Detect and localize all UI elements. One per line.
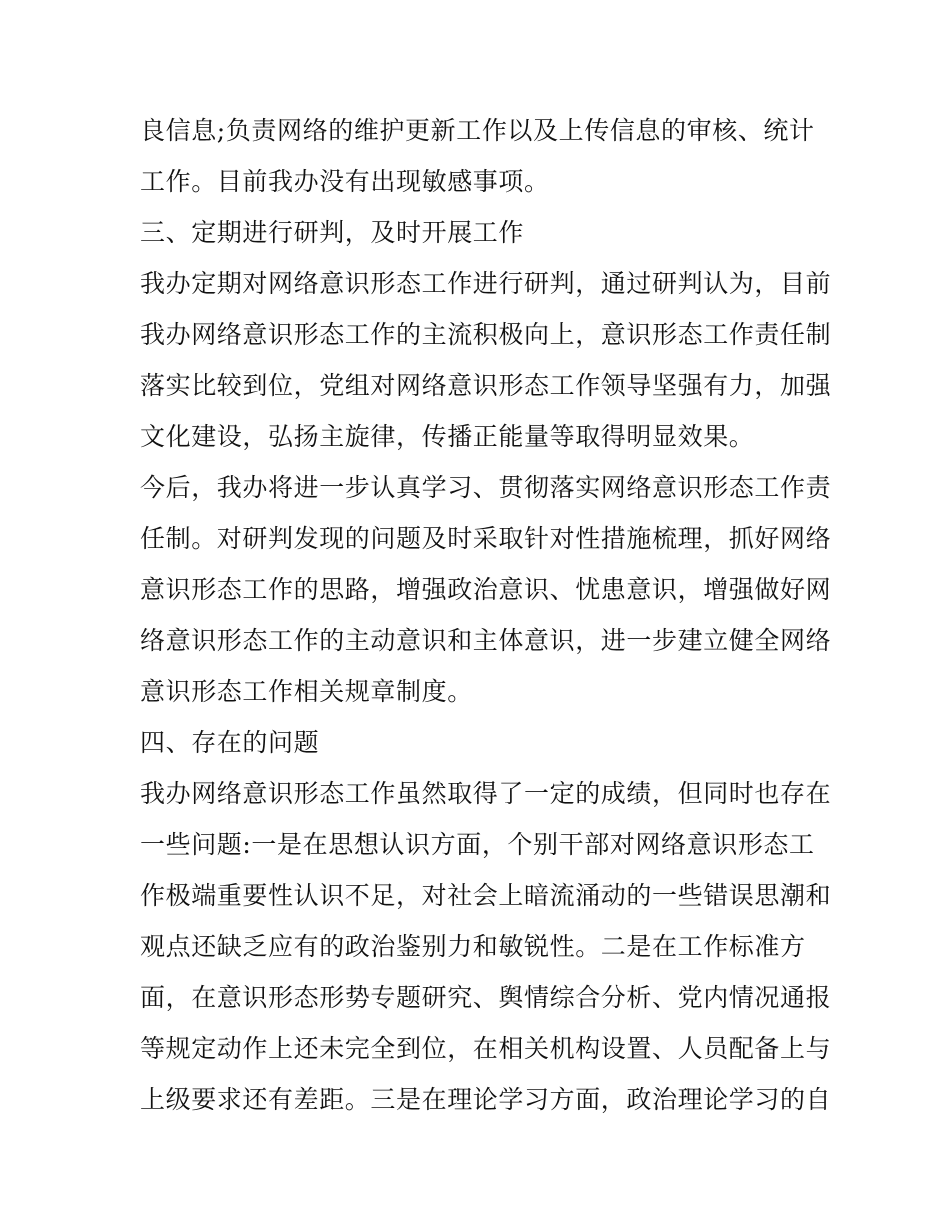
text-line: 作极端重要性认识不足，对社会上暗流涌动的一些错误思潮和	[140, 881, 832, 910]
text-line: 今后，我办将进一步认真学习、贯彻落实网络意识形态工作责	[140, 473, 832, 502]
text-line: 我办网络意识形态工作虽然取得了一定的成绩，但同时也存在	[140, 779, 832, 808]
text-line: 意识形态工作相关规章制度。	[140, 677, 473, 706]
document-body	[140, 105, 832, 1125]
text-line: 良信息;负责网络的维护更新工作以及上传信息的审核、统计	[140, 116, 815, 145]
text-line: 意识形态工作的思路，增强政治意识、忧患意识，增强做好网	[140, 575, 832, 604]
text-line: 我办定期对网络意识形态工作进行研判，通过研判认为，目前	[140, 269, 832, 298]
text-line: 落实比较到位，党组对网络意识形态工作领导坚强有力，加强	[140, 371, 832, 400]
text-line: 上级要求还有差距。三是在理论学习方面，政治理论学习的自	[140, 1085, 832, 1114]
text-line: 任制。对研判发现的问题及时采取针对性措施梳理，抓好网络	[140, 524, 832, 553]
text-line: 一些问题:一是在思想认识方面，个别干部对网络意识形态工	[140, 830, 815, 859]
text-line: 等规定动作上还未完全到位，在相关机构设置、人员配备上与	[140, 1034, 832, 1063]
section-heading: 三、定期进行研判，及时开展工作	[140, 218, 525, 247]
text-line: 观点还缺乏应有的政治鉴别力和敏锐性。二是在工作标准方	[140, 932, 806, 961]
text-line: 我办网络意识形态工作的主流积极向上，意识形态工作责任制	[140, 320, 832, 349]
text-line: 络意识形态工作的主动意识和主体意识，进一步建立健全网络	[140, 626, 832, 655]
text-line: 文化建设，弘扬主旋律，传播正能量等取得明显效果。	[140, 422, 755, 451]
text-line: 工作。目前我办没有出现敏感事项。	[140, 167, 550, 196]
section-heading: 四、存在的问题	[140, 728, 320, 757]
text-line: 面，在意识形态形势专题研究、舆情综合分析、党内情况通报	[140, 983, 832, 1012]
